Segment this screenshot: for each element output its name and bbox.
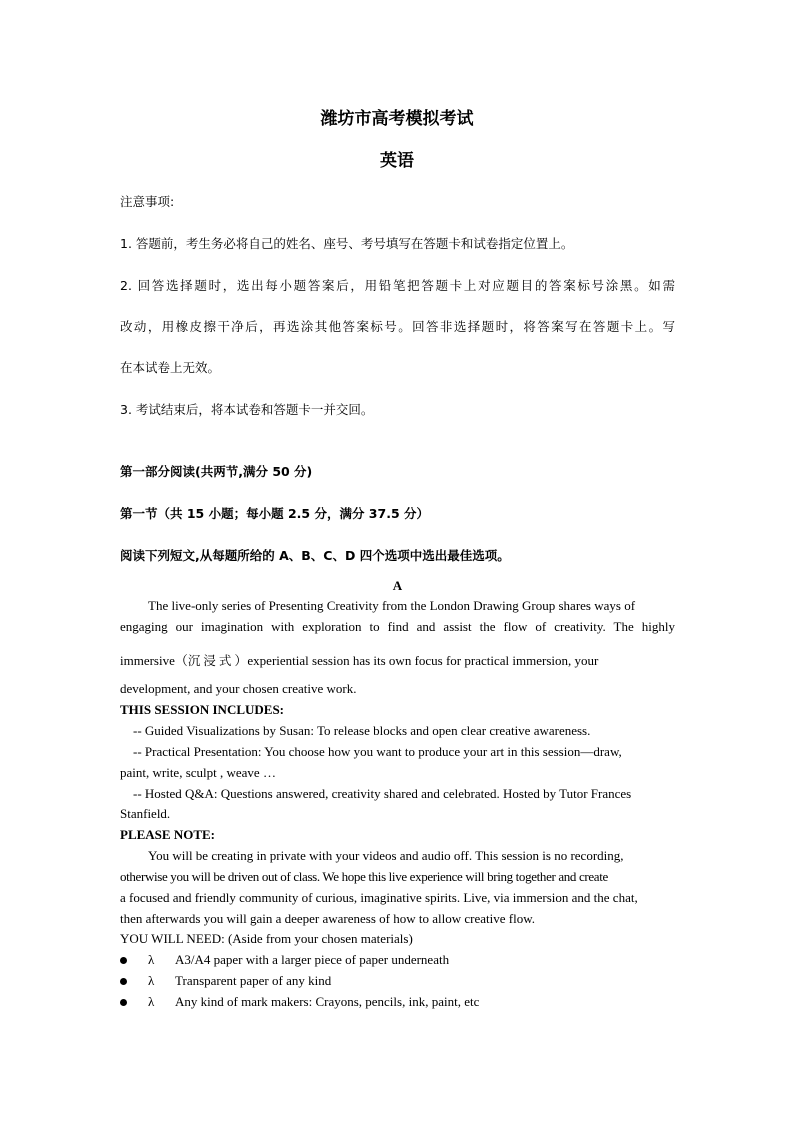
notice-heading: 注意事项:: [120, 194, 175, 209]
bullet-dot-icon: [120, 978, 127, 985]
lambda-marker: λ: [148, 994, 155, 1009]
need-item-text: Transparent paper of any kind: [175, 973, 332, 988]
bullet-dot-icon: [120, 957, 127, 964]
include-item-2-line-2: paint, write, sculpt , weave …: [120, 765, 276, 780]
lambda-marker: λ: [148, 973, 155, 988]
part-title: 第一部分阅读(共两节,满分 50 分): [120, 464, 313, 479]
lambda-marker: λ: [148, 952, 155, 967]
include-item-2-line-1: -- Practical Presentation: You choose how you want to produce your art in this session—draw,: [133, 744, 622, 759]
passage-p1-line-1: The live-only series of Presenting Creativity from the London Drawing Group shares ways of: [148, 598, 636, 613]
notice-item-2-line-1: 2. 回答选择题时，选出每小题答案后，用铅笔把答题卡上对应题目的答案标号涂黑。如需: [120, 278, 675, 293]
notice-item-3: 3. 考试结束后，将本试卷和答题卡一并交回。: [120, 402, 374, 417]
passage-p1-line-3-start: immersive（: [120, 653, 188, 668]
include-item-1: -- Guided Visualizations by Susan: To release blocks and open clear creative awareness.: [133, 723, 591, 738]
reading-instruction: 阅读下列短文,从每题所给的 A、B、C、D 四个选项中选出最佳选项。: [120, 548, 510, 563]
include-item-3-line-2: Stanfield.: [120, 806, 171, 821]
need-item-text: Any kind of mark makers: Crayons, pencils, ink, paint, etc: [175, 994, 480, 1009]
note-line-4: then afterwards you will gain a deeper awareness of how to allow creative flow.: [120, 911, 535, 926]
notice-item-2-line-2: 改动，用橡皮擦干净后，再选涂其他答案标号。回答非选择题时，将答案写在答题卡上。写: [120, 319, 675, 334]
exam-title: 潍坊市高考模拟考试: [320, 109, 474, 129]
subsection-title: 第一节（共 15 小题；每小题 2.5 分，满分 37.5 分）: [120, 506, 429, 521]
chinese-gloss: 沉浸式: [187, 653, 235, 668]
note-heading: PLEASE NOTE:: [120, 827, 215, 842]
need-item-text: A3/A4 paper with a larger piece of paper underneath: [175, 952, 450, 967]
need-heading: YOU WILL NEED: (Aside from your chosen materials): [120, 931, 413, 946]
bullet-dot-icon: [120, 999, 127, 1006]
passage-p1-line-2: engaging our imagination with exploration to find and assist the flow of creativity. The highly: [120, 619, 675, 634]
includes-heading: THIS SESSION INCLUDES:: [120, 702, 285, 717]
note-line-3: a focused and friendly community of curious, imaginative spirits. Live, via immersion and the chat,: [120, 890, 638, 905]
passage-p1-line-3: [120, 650, 675, 669]
note-line-1: You will be creating in private with your videos and audio off. This session is no recording,: [148, 848, 624, 863]
passage-label: A: [392, 578, 403, 593]
passage-p1-line-3-end: ）experiential session has its own focus for practical immersion, your: [234, 653, 599, 668]
include-item-3-line-1: -- Hosted Q&A: Questions answered, creativity shared and celebrated. Hosted by Tutor Frances: [133, 786, 632, 801]
passage-p1-line-4: development, and your chosen creative work.: [120, 681, 357, 696]
subject-title: 英语: [380, 151, 414, 171]
notice-item-1: 1. 答题前，考生务必将自己的姓名、座号、考号填写在答题卡和试卷指定位置上。: [120, 236, 574, 251]
note-line-2: otherwise you will be driven out of class. We hope this live experience will bring together and create: [120, 869, 608, 884]
notice-item-2-line-3: 在本试卷上无效。: [120, 360, 221, 375]
